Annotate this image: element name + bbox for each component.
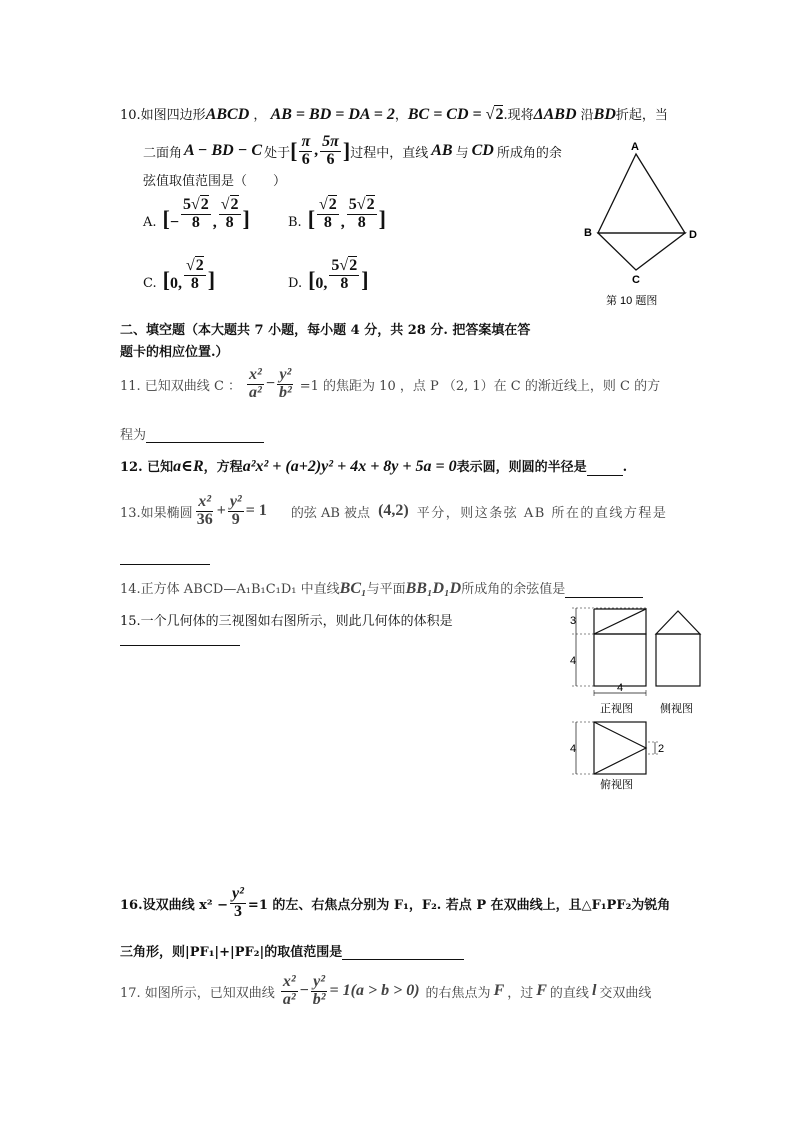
q14-answer-blank[interactable] [565,582,643,598]
q17-focus-f: F [493,982,505,1000]
q13-answer-blank[interactable] [120,549,210,565]
q16-frac-y: $\frac{\text{y²}}{3}$ [232,885,244,920]
section2-heading: 二、填空题（本大题共 7 小题，每小题 4 分，共 28 分. 把答案填在答 [120,323,531,338]
q15-front-rect [594,634,646,686]
q15-dim-4a: 4 [570,655,577,667]
q14-line-bc1: BC₁ [339,580,367,597]
q10-comma2: ， [394,108,408,123]
q12-eq: a²x² + (a+2)y² + 4x + 8y + 5a = 0 [242,458,457,475]
q10-line2-b: 处于 [264,145,291,161]
q15-top-label: 俯视图 [600,779,633,791]
q10-option-c[interactable]: C. [ 0 , $\frac{√2}{8}$ ] [143,257,216,292]
section2-heading-2: 题卡的相应位置.） [120,345,229,360]
q15-side-top [656,611,700,634]
q10-range-lb: [ [290,138,298,164]
q15-dim-3: 3 [570,615,577,627]
q13-eq-tail: = 1 [245,502,267,520]
q16-line1: 16.设双曲线 x² − $\frac{\text{y²}}{3}$ =1 的左、右焦点分别为 F₁，F₂. 若点 P 在双曲线上，且△F₁PF₂为锐角 [120,885,671,920]
q15-side-label: 侧视图 [660,703,693,715]
q10-line3: 弦值取值范围是（ ） [143,174,287,189]
q10-option-d[interactable]: D. [ 0 , $\frac{5√2}{8}$ ] [288,257,369,292]
q12-cond: a∈R [173,458,204,475]
q10-line1 [120,104,668,124]
q10-frac-pi6: $\frac{\pi}{6}$ [301,133,311,168]
q10-quad: ABCD [205,106,250,123]
q11-line2: 程为 [120,424,264,443]
q13-frac-x: $\frac{\text{x²}}{36}$ [196,493,213,528]
q10-line2-c: 过程中，直线 [350,145,429,161]
q10-dihedral: A − BD − C [184,142,263,160]
q11-tail: =1 的焦距为 10 ，点 P （2, 1）在 C 的渐近线上，则 C 的方 [299,378,661,394]
q17-line: 17. 如图所示，已知双曲线 $\frac{\text{x²}}{\text{a²}}$ − $\frac{\text{y²}}{\text{b²}}$ = 1(a > b > 0) 的右焦点为 F ，过 F 的直线 l 交双曲线 [120,973,652,1008]
q15-three-views [558,604,708,794]
q10-text4: 折起，当 [615,108,668,123]
q16-line2: 三角形，则|PF₁|+|PF₂|的取值范围是 [120,941,464,960]
q10-sqrt2: 2 [495,106,504,123]
q10-lead: 10.如图四边形 [120,108,206,123]
q10-label-d: D [689,229,697,241]
q17-cond: = 1(a > b > 0) [329,982,420,1000]
q10-cd: CD [471,142,494,160]
q10-line2: 二面角 A − BD − C 处于 [ $\frac{\pi}{6}$ , $\frac{5\pi}{6}$ ] 过程中，直线 AB 与 CD 所成角的余 [143,133,562,168]
q10-label-a: A [631,141,639,153]
q10-option-a[interactable]: A. [ − $\frac{5√2}{8}$ , $\frac{√2}{8}$ ] [143,196,250,231]
q10-frac-5pi6: $\frac{5\pi}{6}$ [322,133,339,168]
q15-dim-4b: 4 [617,682,624,694]
q13-frac-y: $\frac{\text{y²}}{9}$ [229,493,242,528]
q10-figure [580,140,710,315]
q15-dim-4c: 4 [570,743,577,755]
q10-comma1: ， [253,108,267,123]
q14-line: 14.正方体 ABCD—A₁B₁C₁D₁ 中直线BC₁与平面BB₁D₁D所成角的余弦值是 [120,578,643,598]
q15-top-triangle [594,722,646,774]
q16-answer-blank[interactable] [342,944,464,960]
q11-line1: 11. 已知双曲线 C ： $\frac{\text{x²}}{\text{a²}}$ − $\frac{\text{y²}}{\text{b²}}$ =1 的焦距为 10 ，点 P （2, 1）在 C 的渐近线上，则 C 的方 [120,366,661,401]
q15-top-rect [594,722,646,774]
q15-side-rect [656,634,700,686]
q10-caption: 第 10 题图 [606,295,658,307]
q11-frac-y: $\frac{\text{y²}}{\text{b²}}$ [278,366,292,401]
q10-label-c: C [632,274,640,286]
q10-option-b[interactable]: B. [ $\frac{√2}{8}$ , $\frac{5√2}{8}$ ] [288,196,386,231]
q10-eq2: BC = CD = [407,106,486,123]
q10-text3: 沿 [580,108,594,123]
q15-answer-blank[interactable] [120,630,240,646]
q15-front-top [594,609,646,634]
q12-answer-blank[interactable] [587,460,623,476]
q10-range-rb: ] [342,138,351,164]
q10-line2-a: 二面角 [143,145,183,161]
q10-eq1: AB = BD = DA = 2 [270,106,395,123]
q10-lower-triangle [598,233,685,270]
q11-lead: 11. 已知双曲线 C ： [120,378,242,394]
q13-point: (4,2) [378,502,409,520]
q10-text2: .现将 [503,108,534,123]
q17-frac-y: $\frac{\text{y²}}{\text{b²}}$ [312,973,326,1008]
q10-label-b: B [584,227,592,239]
q17-frac-x: $\frac{\text{x²}}{\text{a²}}$ [282,973,296,1008]
q11-frac-x: $\frac{\text{x²}}{\text{a²}}$ [249,366,262,401]
q10-kite [598,154,685,233]
q14-plane: BB₁D₁D [405,580,462,597]
q12-line: 12. 已知a∈R，方程a²x² + (a+2)y² + 4x + 8y + 5a = 0表示圆，则圆的半径是 . [120,458,628,475]
q10-tri: ΔABD [533,106,577,123]
q17-line-l: l [591,982,597,1000]
q10-ab: AB [431,142,453,160]
q15-text: 15.一个几何体的三视图如右图所示，则此几何体的体积是 [120,614,453,629]
q15-dim-2: 2 [658,743,665,755]
q13-line1: 13.如果椭圆 $\frac{\text{x²}}{36}$ + $\frac{\text{y²}}{9}$ = 1 的弦 AB 被点 (4,2) 平分，则这条弦 AB 所在的直线方程是 [120,493,668,528]
q15-front-label: 正视图 [600,703,633,715]
q10-sqrt-sign: √ [485,106,495,123]
q10-line2-e: 所成角的余 [496,145,562,161]
q10-line2-d: 与 [455,145,469,161]
q11-answer-blank[interactable] [146,427,264,443]
q17-focus-f2: F [536,982,547,1000]
q10-fold: BD [593,106,616,123]
